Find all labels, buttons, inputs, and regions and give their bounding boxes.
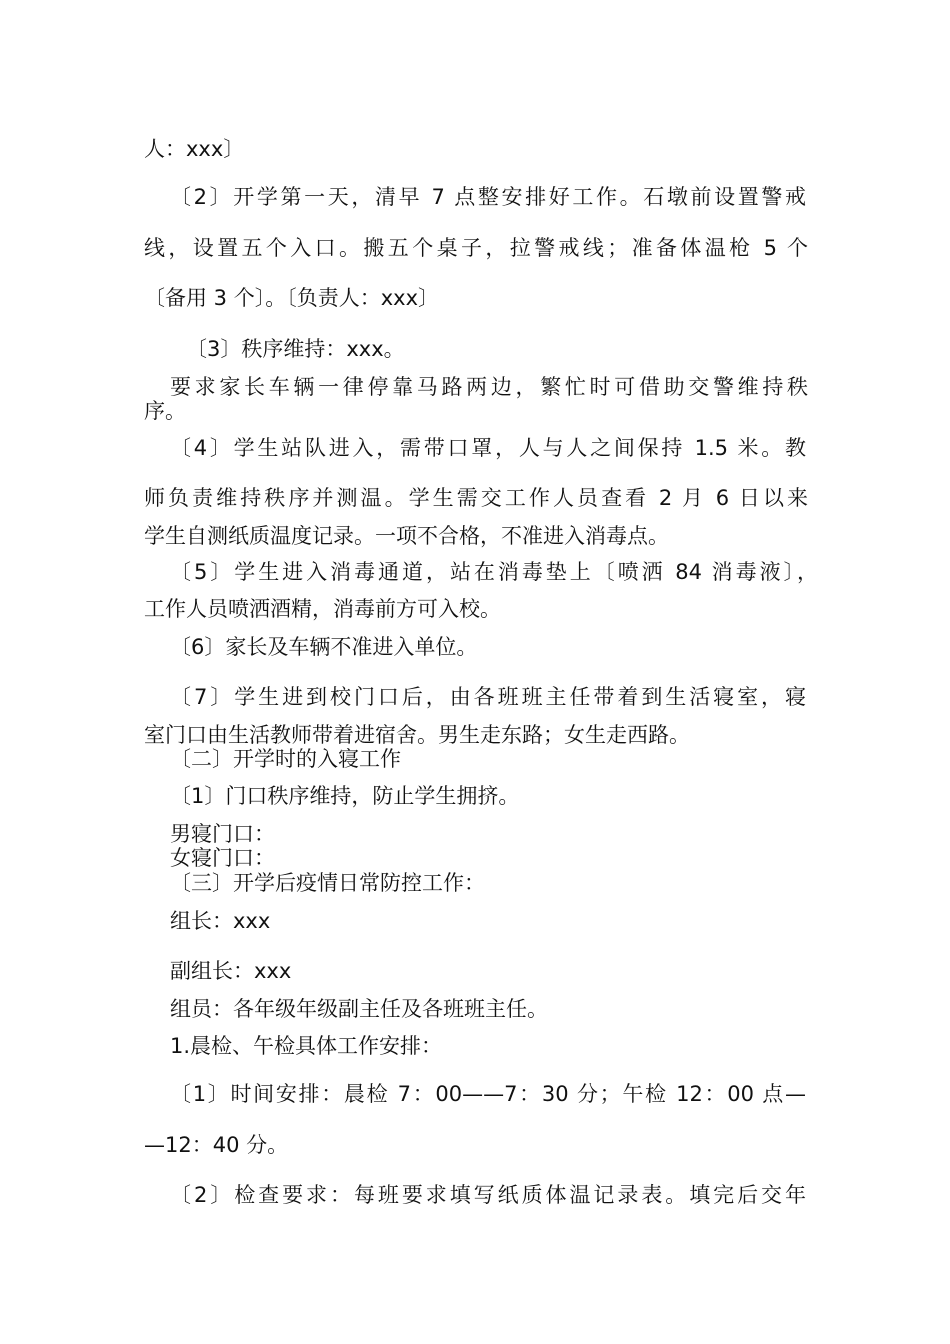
text-line-6: 要求家长车辆一律停靠马路两边，繁忙时可借助交警维持秩 bbox=[170, 375, 808, 399]
text-line-1: 人：xxx〕 bbox=[144, 137, 245, 161]
text-line-8: 〔4〕学生站队进入，需带口罩，人与人之间保持 1.5 米。教 bbox=[170, 436, 806, 460]
text-line-21: 组长：xxx bbox=[170, 909, 271, 933]
text-line-5: 〔3〕秩序维持：xxx。 bbox=[186, 337, 405, 361]
text-line-17: 〔1〕门口秩序维持，防止学生拥挤。 bbox=[170, 784, 520, 808]
text-line-22: 副组长：xxx bbox=[170, 959, 292, 983]
text-line-27: 〔2〕检查要求：每班要求填写纸质体温记录表。填完后交年 bbox=[170, 1183, 806, 1207]
text-line-4: 〔备用 3 个〕。〔负责人：xxx〕 bbox=[144, 286, 439, 310]
text-line-13: 〔6〕家长及车辆不准进入单位。 bbox=[170, 635, 478, 659]
text-line-3: 线，设置五个入口。搬五个桌子，拉警戒线；准备体温枪 5 个 bbox=[144, 236, 808, 260]
text-line-11: 〔5〕学生进入消毒通道，站在消毒垫上〔喷洒 84 消毒液〕， bbox=[170, 560, 818, 584]
section-heading-3: 〔三〕开学后疫情日常防控工作： bbox=[170, 871, 485, 895]
text-line-23: 组员：各年级年级副主任及各班班主任。 bbox=[170, 997, 548, 1021]
section-heading-2: 〔二〕开学时的入寝工作 bbox=[170, 747, 401, 771]
text-line-24: 1.晨检、午检具体工作安排： bbox=[170, 1034, 443, 1058]
text-line-9: 师负责维持秩序并测温。学生需交工作人员查看 2 月 6 日以来 bbox=[144, 486, 808, 510]
text-line-14: 〔7〕学生进到校门口后，由各班班主任带着到生活寝室，寝 bbox=[170, 685, 806, 709]
text-line-19: 女寝门口： bbox=[170, 846, 275, 870]
text-line-25: 〔1〕时间安排：晨检 7：00——7：30 分；午检 12：00 点— bbox=[170, 1082, 806, 1106]
text-line-2: 〔2〕开学第一天，清早 7 点整安排好工作。石墩前设置警戒 bbox=[170, 185, 806, 209]
text-line-7: 序。 bbox=[144, 399, 186, 423]
text-line-26: —12：40 分。 bbox=[144, 1133, 289, 1157]
text-line-10: 学生自测纸质温度记录。一项不合格，不准进入消毒点。 bbox=[144, 524, 669, 548]
text-line-15: 室门口由生活教师带着进宿舍。男生走东路；女生走西路。 bbox=[144, 723, 690, 747]
text-line-18: 男寝门口： bbox=[170, 822, 275, 846]
text-line-12: 工作人员喷洒酒精，消毒前方可入校。 bbox=[144, 597, 501, 621]
